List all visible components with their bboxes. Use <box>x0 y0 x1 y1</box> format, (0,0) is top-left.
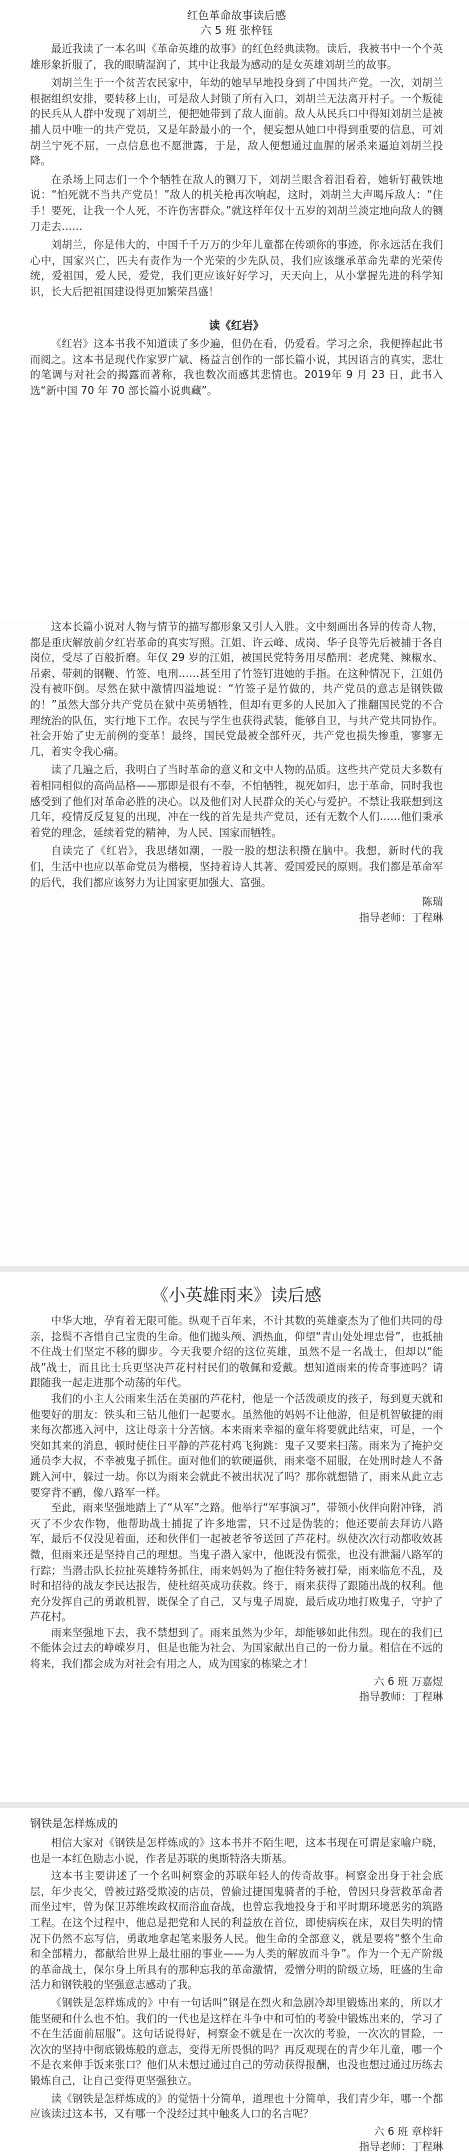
essay2-teacher: 指导老师：丁程琳 <box>359 911 443 924</box>
essay2-signature: 陈瑞 <box>422 896 443 909</box>
essay3-paragraph: 中华大地，孕育着无限可能。纵观千百年来，不计其数的英雄豪杰为了他们共同的母亲，捻鬓不吝惜自己宝贵的生命。他们抛头颅、洒热血，仰望“青山处处埋忠骨”，也抵抽不住战士们坚定不移的脚步。今天我要介绍的这位英雄，虽然不是一名战士，但却以“能战”战士，而且比士兵更坚决芦花村村民们的敬佩和爱戴。想知道雨来的传奇事迹吗？请跟随我一起走进那个动荡的年代。 <box>30 1315 443 1390</box>
essay2-paragraph: 这本长篇小说对人物与情节的描写都形象又引人入胜。文中刻画出各异的传奇人物，都是重庆解放前夕红岩革命的真实写照。江姐、许云峰、成岗、华子良等先后被捕于各自岗位，受尽了百般折磨。年仅 29 岁的江姐，被国民党特务用尽酷刑：老虎凳、辣椒水、吊索、带刺的钢鞭、竹签、电刑……甚至用了竹签钉进她的手指。在这种情况下，江姐仍没有被吓倒。尽然在狱中激情四溢地说：“竹签子是竹做的，共产党员的意志是钢铁做的！”虽然大部分共产党员在狱中英勇牺牲，但却有更多的人民加入了推翻国民党的不合理统治的队伍，实行地下工作。农民与学生也获得武装，能够自卫，与共产党共同协作。社会开始了史无前例的变革！最终，国民党最被全部歼灭，共产党也损失惨重，寥寥无几，着实令我心痛。 <box>30 621 443 758</box>
essay3-teacher: 指导教师：丁程琳 <box>359 1691 443 1704</box>
essay4-title: 钢铁是怎样炼成的 <box>30 1817 118 1830</box>
essay3-paragraph: 我们的小主人公雨来生活在美丽的芦花村，他是一个活泼顽皮的孩子，每到夏天就和他要好的朋友：铁头和三钻儿他们一起要水。虽然他的妈妈不让他游，但是机智敏捷的雨来每次都逃入河中，这让母亲十分苦恼。本来雨来幸福的童年将要就此结束，可是，一个突如其来的消息，顿时使住日平静的芦花村鸡飞狗跳：鬼子又要来扫荡。雨来为了掩护交通员李大叔，不幸被鬼子抓住。面对他们的软硬逼供，雨来毫不屈服，在处刑时趁人不备跳入河中，躲过一劫。你以为雨来会就此不被出状况了吗？那你就想错了，雨来从此立志要穿背不鹂，像八路军一样。 <box>30 1392 443 1499</box>
essay-steel-tempered <box>0 1806 469 2154</box>
essay-red-revolution <box>0 0 469 620</box>
essay2-title: 读《红岩》 <box>209 319 264 332</box>
essay4-paragraph: 这本书主要讲述了一个名叫柯察金的苏联年轻人的传奇故事。柯察金出身于社会底层，年少丧父，曾被过路受欺凌的店员，曾偷过捷国鬼骑者的手枪，曾因只身营救革命者而坐过牢，曾为保卫苏维埃政权而浴血奋战，也曾忘我地投身于和平时期环境恶劣的筑路工程。在这个过程中，他总是把党和人民的利益放在首位，即使病疾在床，双目失明的情况下仍然不忘写信，勇敢地拿起笔来服务人民。他生命的全部意义，就是要将“整个生命和全部精力，都献给世界上最壮丽的事业——为人类的解放而斗争”。作为一个无产阶级的革命战士，保尔身上所具有的那种忘我的革命激情，爱憎分明的阶级立场，旺盛的生命活力和钢铁般的坚强意志感动了我。 <box>30 1870 443 1992</box>
essay-little-hero-yulai <box>0 1270 469 1806</box>
essay1-paragraph: 最近我读了一本名叫《革命英雄的故事》的红色经典读物。读后，我被书中一个个英雄形象折服了，我的眼睛湿润了，其中让我最为感动的是女英雄刘胡兰的故事。 <box>30 43 443 71</box>
essay2-paragraph: 自读完了《红岩》，我思绪如潮，一股一股的想法积攒在脑中。我想，新时代的我们，生活中也应以革命党员为楷模，坚持着诗人其著、爱国爱民的原则。我们都是革命军的后代，我们都应该努力为让国家更加强大、富强。 <box>30 845 443 889</box>
essay2-paragraph: 《红岩》这本书我不知道读了多少遍，但仍在看，仍爱看。学习之余，我便捧起此书而阅之。这本书是现代作家罗广斌、杨益言创作的一部长篇小说，其因语言的真实，悲壮的笔调与对社会的揭露而著称，我也数次而感其悲情也。2019年 9 月 23 日，此书入选“新中国 70 年 70 部长篇小说典藏”。 <box>30 338 443 397</box>
essay1-paragraph: 刘胡兰，你是伟大的，中国千千万万的少年儿童都在传颂你的事迹，你永远活在我们心中，国家兴亡，匹夫有责作为一个光荣的少先队员，我们应该继承革命先辈的光荣传统，爱祖国，爱人民，爱党，我们更应该好好学习，天天向上，从小掌握先进的科学知识，长大后把祖国建设得更加繁荣昌盛！ <box>30 239 443 298</box>
essay-red-rock-continued <box>0 620 469 1270</box>
essay4-teacher: 指导老师：丁程琳 <box>359 2141 443 2154</box>
essay4-signature: 六 6 班 章梓轩 <box>373 2125 443 2138</box>
essay3-paragraph: 雨来坚强地下去，我不禁想到了。雨来虽然为少年，却能够如此伟烈。现在的我们已不能体会过去的峥嵘岁月，但是也能为社会、为国家献出自己的一份力量。相信在不远的将来，我们都会成为对社会有用之人，成为国家的栋梁之才！ <box>30 1626 443 1671</box>
essay1-paragraph: 刘胡兰生于一个贫苦农民家中，年幼的她早早地投身到了中国共产党。一次，刘胡兰根据组织安排，要转移上山，可是敌人封锁了所有入口，刘胡兰无法离开村子。一个叛徒的民兵从人群中发现了刘胡兰，便把她带到了敌人面前。敌人从民兵口中得知刘胡兰是被捕人员中唯一的共产党员，又是年龄最小的一个，便妄想从她口中得到重要的信息，可刘胡兰宁死不屈，一点信息也不愿泄露，于是，敌人便想通过血腥的屠杀来逼迫刘胡兰投降。 <box>30 77 443 168</box>
essay4-paragraph: 《钢铁是怎样炼成的》中有一句话叫“钢是在烈火和急剧冷却里锻炼出来的，所以才能坚硬和什么也不怕。我们的一代也是这样在斗争中和可怕的考验中锻炼出来的，学习了不在生活面前屈服”。这句话说得好，柯察金不就是在一次次的考验，一次次的冒险，一次次的坚持中彻底锻炼般的意志，变得无所畏惧的吗？再反观现在的青少年儿童，哪一个不是衣来伸手饭来张口？他们从未想过通过自己的劳动获得报酬，也没也想过通过历练去锻炼自己，让自己变得更坚强独立。 <box>30 1996 443 2087</box>
essay1-author: 六 5 班 张梓钰 <box>200 24 273 37</box>
essay3-paragraph: 至此，雨来坚强地踏上了“从军”之路。他举行“军事演习”，带领小伙伴向附冲锋，消灭了不少农作物，他帮助战士捕捉了许多地雷，只不过是伪装的；他还要前去拜访八路军，最后不仅没见着面，还和伙伴们一起被老爷爷送回了芦花村。纵使次次行动都收效甚微，但雨来还是坚持自己的理想。当鬼子潜入家中，他既没有慌张，也没有泄漏八路军的行踪；当潜击队长拉扯英雄特务抓住，雨来妈妈为了抱住特务被打晕，雨来临危不乱，及时和招待的战友李民达报告，使杜绍英成功获救。终于，雨来获得了跟随出战的权利。他充分发挥自己的勇敢机智，既保全了自己，又与鬼子周旋，最后成功地打败鬼子，守护了芦花村。 <box>30 1502 443 1624</box>
essay2-paragraph: 读了几遍之后，我明白了当时革命的意义和文中人物的品质。这些共产党员大多数有着相同相似的高尚品格——那即是很有不奉，不怕牺牲，视死如归，忠于革命，同时我也感受到了他们对革命必胜的决心。以及他们对人民群众的关心与爱护。不禁让我联想到这几年，疫情反反复复的出现，冲在一线的首先是共产党员，还有无数个人们……他们秉承着党的理念，延续着党的精神，为人民、国家而牺牲。 <box>30 764 443 839</box>
essay3-signature: 六 6 班 万嘉煜 <box>373 1675 443 1688</box>
essay4-paragraph: 读《钢铁是怎样炼成的》的觉悟十分简单，道理也十分简单，我们青少年，哪一个都应该读过这本书，又有哪一个没经过其中触炙人口的名言呢？ <box>30 2092 443 2121</box>
essay4-paragraph: 相信大家对《钢铁是怎样炼成的》这本书并不陌生吧，这本书现在可谓是家喻户晓，也是一本红色励志小说，作者是苏联的奥斯特洛夫斯基。 <box>30 1837 443 1865</box>
essay3-title: 《小英雄雨来》读后感 <box>151 1286 322 1306</box>
essay1-title: 红色革命故事读后感 <box>187 9 286 22</box>
essay1-paragraph: 在杀场上同志们一个个牺牲在敌人的铡刀下，刘胡兰眼含着泪看着，她斩钉截铁地说：“怕死就不当共产党员！”敌人的机关枪再次响起，这时，刘胡兰大声喝斥敌人：“住手！要死，让我一个人死，不许伤害群众。”就这样年仅十五岁的刘胡兰淡定地向敌人的铡刀走去…… <box>30 173 443 233</box>
